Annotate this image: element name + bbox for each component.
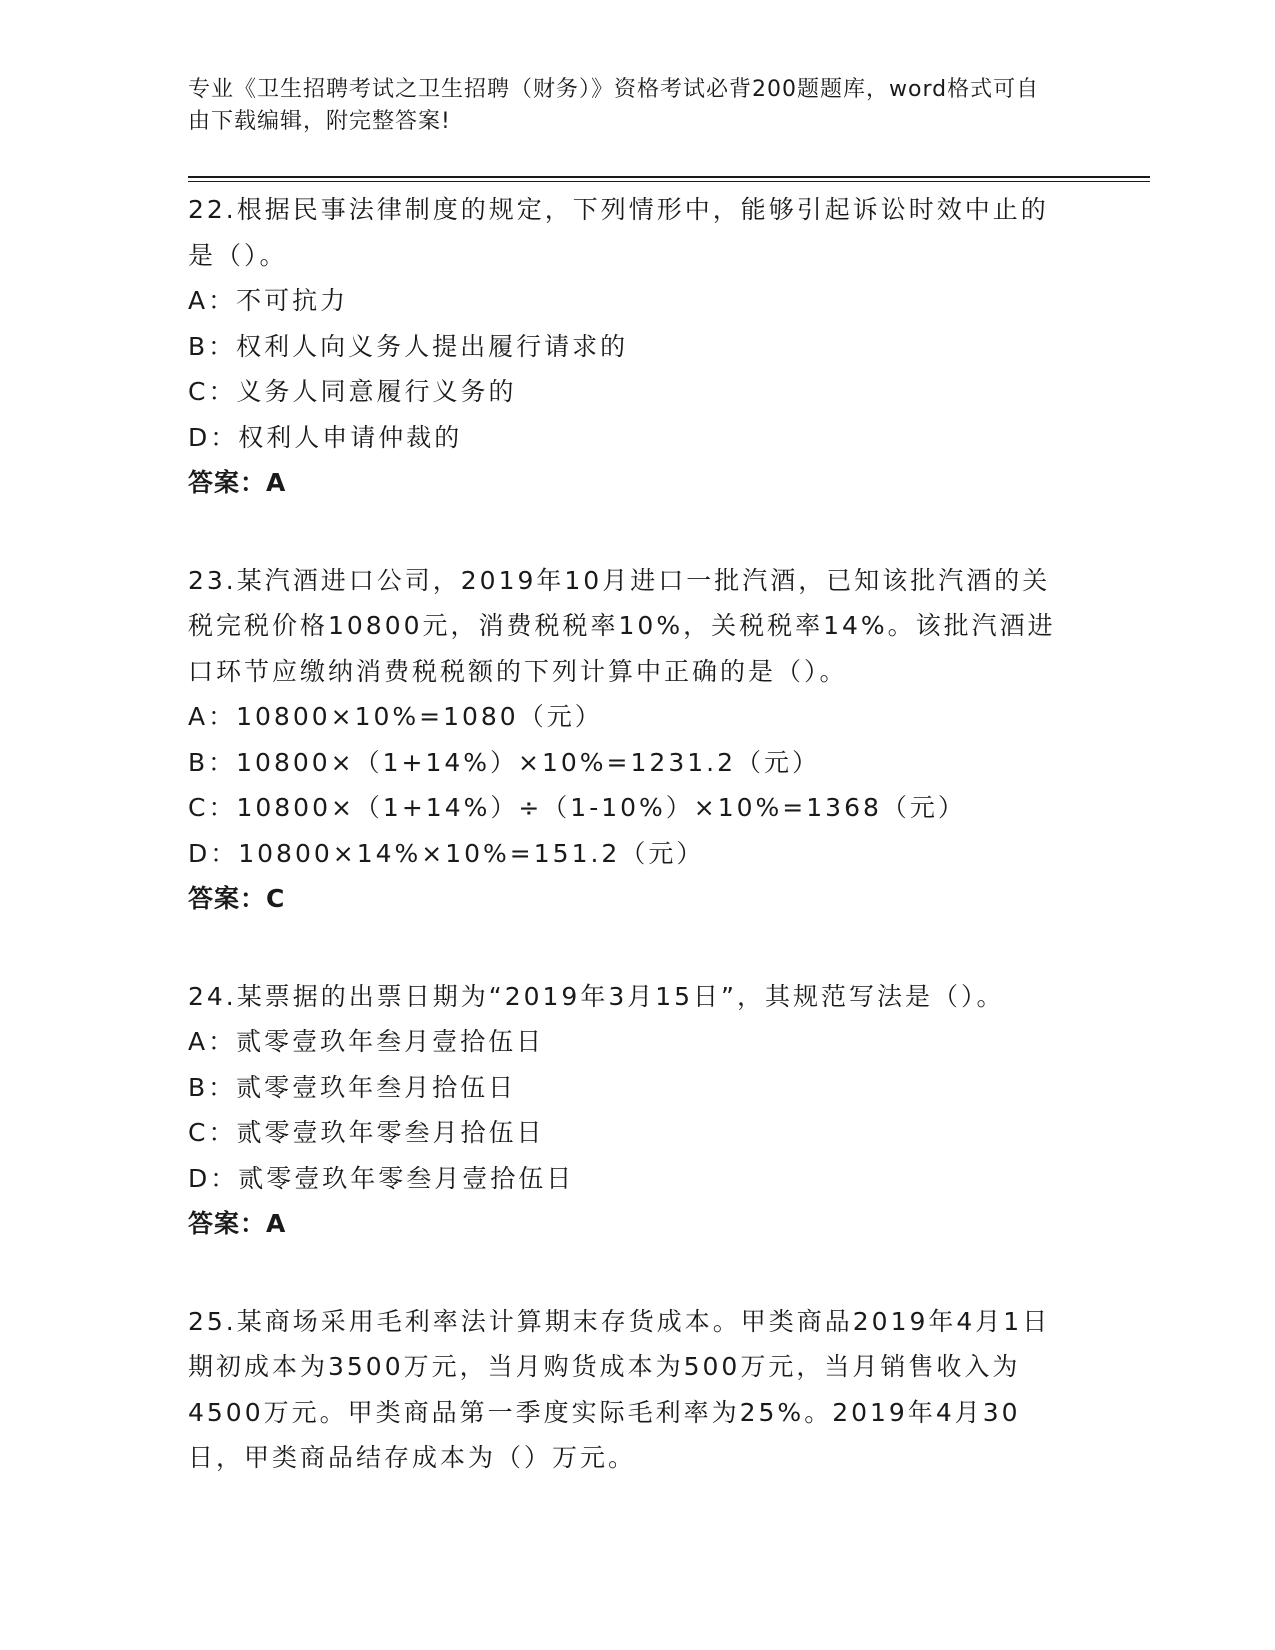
option-a: A：10800×10%=1080（元） bbox=[188, 702, 603, 731]
option-b: B：贰零壹玖年叁月拾伍日 bbox=[188, 1072, 517, 1102]
question-stem: 24.某票据的出票日期为“2019年3月15日”，其规范写法是（）。 bbox=[188, 981, 1005, 1011]
answer-line: 答案：A bbox=[188, 468, 287, 497]
option-a: A：不可抗力 bbox=[188, 286, 349, 315]
question-24 bbox=[188, 974, 1068, 1247]
header-divider-thick bbox=[188, 176, 1150, 178]
question-stem: 22.根据民事法律制度的规定，下列情形中，能够引起诉讼时效中止的是（）。 bbox=[188, 195, 1049, 270]
option-c: C：贰零壹玖年零叁月拾伍日 bbox=[188, 1118, 545, 1147]
question-23 bbox=[188, 558, 1068, 922]
question-stem: 23.某汽酒进口公司，2019年10月进口一批汽酒，已知该批汽酒的关税完税价格10800元，消费税税率10%，关税税率14%。该批汽酒进口环节应缴纳消费税税额的下列计算中正确的是（）。 bbox=[188, 565, 1056, 686]
option-d: D：权利人申请仲裁的 bbox=[188, 422, 463, 452]
answer-line: 答案：C bbox=[188, 884, 286, 913]
option-d: D：10800×14%×10%=151.2（元） bbox=[188, 838, 705, 868]
answer-line: 答案：A bbox=[188, 1209, 287, 1238]
question-25 bbox=[188, 1299, 1068, 1481]
option-c: C：义务人同意履行义务的 bbox=[188, 377, 517, 406]
question-stem: 25.某商场采用毛利率法计算期末存货成本。甲类商品2019年4月1日期初成本为3500万元，当月购货成本为500万元，当月销售收入为4500万元。甲类商品第一季度实际毛利率为25%。2019年4月30日，甲类商品结存成本为（）万元。 bbox=[188, 1306, 1051, 1472]
option-c: C：10800×（1+14%）÷（1-10%）×10%=1368（元） bbox=[188, 793, 966, 822]
option-b: B：10800×（1+14%）×10%=1231.2（元） bbox=[188, 747, 820, 777]
document-header: 专业《卫生招聘考试之卫生招聘（财务）》资格考试必背200题题库，word格式可自由下载编辑，附完整答案! bbox=[188, 77, 1040, 134]
header-divider-thin bbox=[188, 181, 1150, 182]
option-d: D：贰零壹玖年零叁月壹拾伍日 bbox=[188, 1163, 575, 1193]
question-22 bbox=[188, 187, 1068, 506]
option-b: B：权利人向义务人提出履行请求的 bbox=[188, 331, 629, 361]
option-a: A：贰零壹玖年叁月壹拾伍日 bbox=[188, 1027, 545, 1056]
question-list bbox=[188, 187, 1068, 1533]
